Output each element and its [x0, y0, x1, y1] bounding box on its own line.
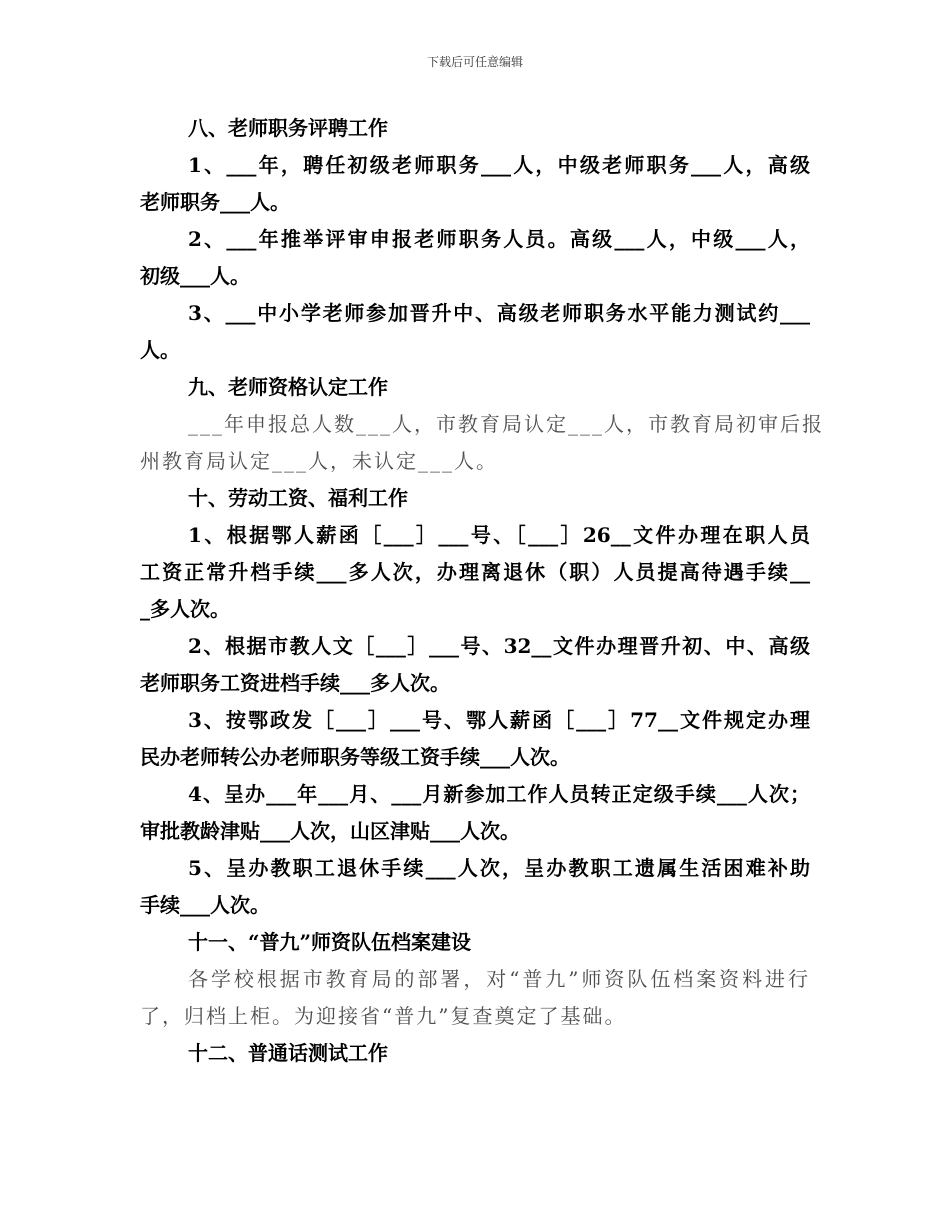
paragraph-line: 2、根据市教人文［___］___号、32__文件办理晋升初、中、高级 [188, 634, 810, 658]
paragraph-line: 手续___人次。 [140, 893, 270, 917]
paragraph-line: 各学校根据市教育局的部署，对“普九”师资队伍档案资料进行 [188, 967, 810, 991]
paragraph-line: 民办老师转公办老师职务等级工资手续___人次。 [140, 745, 570, 769]
paragraph-line: _多人次。 [140, 597, 230, 621]
paragraph-line: 工资正常升档手续___多人次，办理离退休（职）人员提高待遇手续__ [140, 560, 810, 584]
paragraph-line: 3、___中小学老师参加晋升中、高级老师职务水平能力测试约___ [188, 301, 810, 325]
page-header: 下载后可任意编辑 [426, 55, 523, 69]
section-heading-10: 十、劳动工资、福利工作 [188, 486, 408, 510]
section-heading-9: 九、老师资格认定工作 [188, 375, 388, 399]
paragraph-line: 人。 [140, 338, 180, 362]
paragraph-line: 州教育局认定___人，未认定___人。 [140, 449, 498, 473]
document-body [140, 110, 824, 1072]
paragraph-line: 了，归档上柜。为迎接省“普九”复查奠定了基础。 [140, 1004, 627, 1028]
paragraph-line: 老师职务___人。 [140, 190, 290, 214]
paragraph-line: 3、按鄂政发［___］___号、鄂人薪函［___］77__文件规定办理 [188, 708, 810, 732]
paragraph-line: 5、呈办教职工退休手续___人次，呈办教职工遗属生活困难补助 [188, 856, 810, 880]
paragraph-line: 1、___年，聘任初级老师职务___人，中级老师职务___人，高级 [188, 153, 810, 177]
paragraph-line: 1、根据鄂人薪函［___］___号、［___］26__文件办理在职人员 [188, 523, 810, 547]
paragraph-line: 老师职务工资进档手续___多人次。 [140, 671, 450, 695]
section-heading-8: 八、老师职务评聘工作 [188, 116, 388, 140]
section-heading-11: 十一、“普九”师资队伍档案建设 [188, 930, 472, 954]
paragraph-line: 2、___年推举评审申报老师职务人员。高级___人，中级___人， [188, 227, 810, 251]
paragraph-line: ___年申报总人数___人，市教育局认定___人，市教育局初审后报 [188, 412, 824, 436]
section-heading-12: 十二、普通话测试工作 [188, 1041, 388, 1065]
paragraph-line: 审批教龄津贴___人次，山区津贴___人次。 [140, 819, 520, 843]
paragraph-line: 初级___人。 [140, 264, 250, 288]
paragraph-line: 4、呈办___年___月、___月新参加工作人员转正定级手续___人次； [188, 782, 810, 806]
